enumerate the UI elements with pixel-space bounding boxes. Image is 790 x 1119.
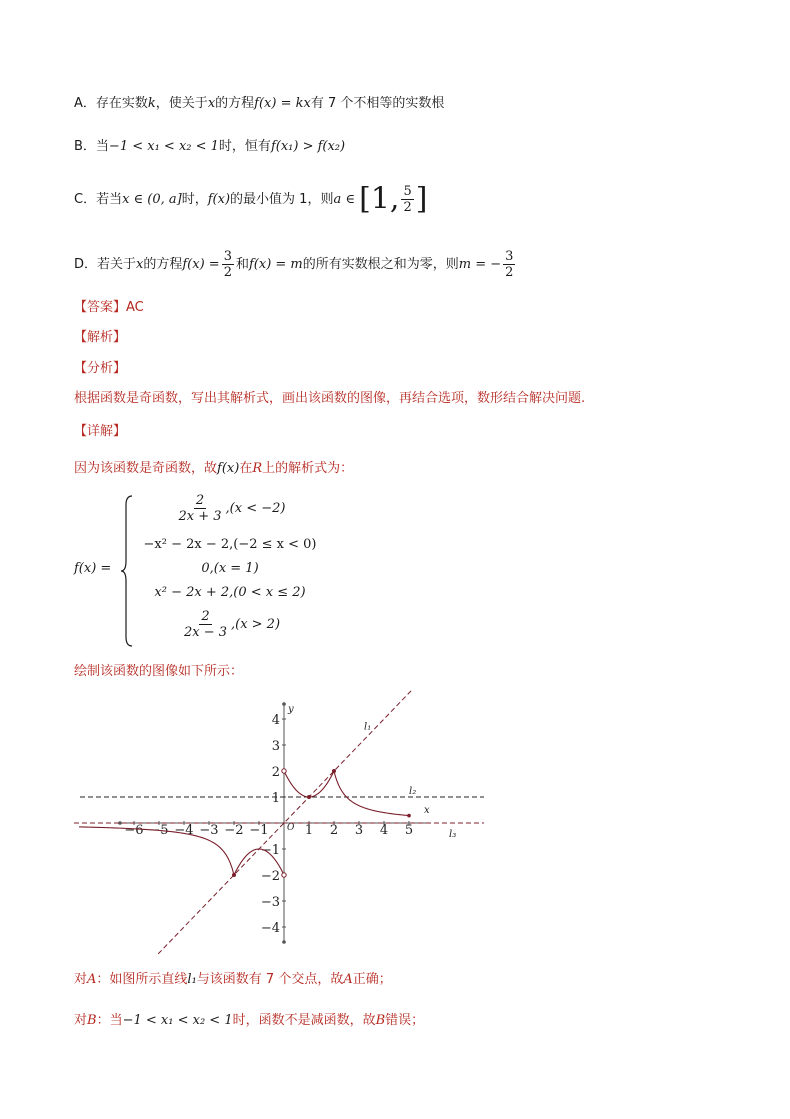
detail-intro: 因为该函数是奇函数，故f(x)在R上的解析式为： [74,461,354,476]
y-axis-end-dot [282,940,286,944]
open-point-0-2 [282,769,286,773]
piece-5: $\frac{2}{2x - 3}$ ,(x > 2) [183,609,281,640]
x-tick-label: −5 [149,823,169,838]
curve-right-parabola [284,771,334,797]
y-axis-top-dot [282,702,286,706]
function-graph [74,690,494,955]
fraction: $\frac{5}{2}$ [403,184,412,215]
fenxi-text: 根据函数是奇函数，写出其解析式，画出该函数的图像，再结合选项，数形结合解决问题. [74,391,586,406]
piecewise-cases [130,493,330,649]
fraction: $\frac{3}{2}$ [505,249,514,280]
option-c: C．若当x ∈ (0, a]时，f(x)的最小值为 1，则a ∈ [1, $\frac{5}{2}$ ] [74,181,428,217]
x-tick-label: −4 [174,823,194,838]
label-l2: l₂ [409,786,417,797]
x-tick-label: 4 [379,823,389,838]
option-d: D．若关于x的方程f(x) = $\frac{3}{2}$ 和f(x) = m的所有实数根之和为零，则m = − $\frac{3}{2}$ [74,249,514,280]
analysis-label: 【解析】 [74,330,127,345]
y-tick-label: 3 [271,739,280,754]
line-labels [287,704,456,840]
x-tick-label: 5 [404,823,414,838]
detail-label: 【详解】 [74,424,127,439]
curve-right-branch [334,771,409,816]
piecewise-function [74,493,334,649]
piece-3: 0,(x = 1) [201,561,259,576]
y-tick-label: 2 [271,765,280,780]
label-l3: l₃ [449,829,457,840]
point-end-right [407,814,411,818]
answer-line [74,298,144,318]
y-tick-label: 1 [271,791,280,806]
label-l1: l₁ [364,721,372,733]
x-tick-label: −6 [124,823,144,838]
y-tick-label: −4 [260,921,280,936]
piece-1: $\frac{2}{2x + 3}$ ,(x < −2) [178,493,286,524]
fenxi-label: 【分析】 [74,361,127,376]
answer-value: AC [126,300,144,315]
y-axis-label: y [288,704,294,715]
conclusion-b: 对B：当−1 < x₁ < x₂ < 1时，函数不是减函数，故B错误； [74,1013,425,1028]
answer-label: 【答案】 [74,300,127,315]
interval-left: [1, [359,181,400,217]
x-tick-label: 1 [304,823,314,838]
x-tick-label: −1 [249,823,269,838]
point-1-1 [307,795,311,799]
interval-right: ] [415,181,428,217]
piece-2: −x² − 2x − 2,(−2 ≤ x < 0) [143,537,317,552]
x-axis-label: x [424,805,430,816]
y-tick-label: −1 [260,843,280,858]
origin-label: O [287,823,295,833]
conclusion-a: 对A：如图所示直线l₁与该函数有 7 个交点，故A正确； [74,972,392,987]
tick-labels [124,713,413,936]
point-2-2 [332,769,336,773]
piecewise-lhs: f(x) = [74,561,112,576]
y-tick-label: −2 [260,869,280,884]
x-tick-label: −2 [224,823,244,838]
x-tick-label: −3 [199,823,219,838]
open-point-0-neg2 [282,873,286,877]
point-neg2-neg2 [232,873,236,877]
option-a: A．存在实数k，使关于x的方程f(x) = kx有 7 个不相等的实数根 [74,96,445,111]
piece-4: x² − 2x + 2,(0 < x ≤ 2) [154,585,306,600]
fraction: $\frac{3}{2}$ [223,249,232,280]
x-tick-label: 2 [329,823,339,838]
x-tick-label: 3 [354,823,364,838]
graph-caption: 绘制该函数的图像如下所示： [74,664,244,679]
option-b: B．当−1 < x₁ < x₂ < 1时，恒有f(x₁) > f(x₂) [74,139,346,154]
y-tick-label: −3 [260,895,280,910]
y-tick-label: 4 [271,713,280,728]
